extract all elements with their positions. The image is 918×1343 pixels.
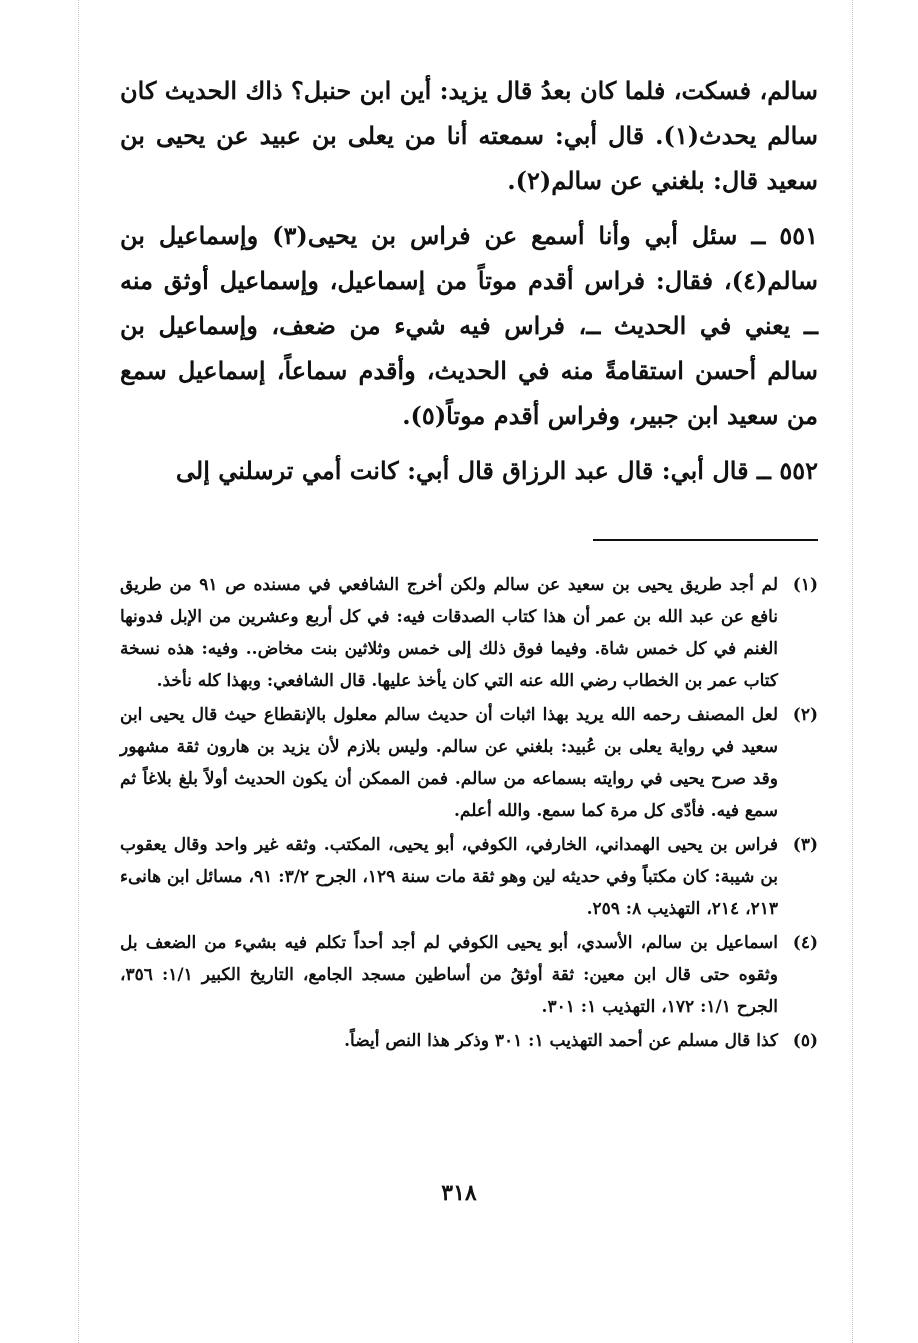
- paragraph-1: سالم، فسكت، فلما كان بعدُ قال يزيد: أين ابن حنبل؟ ذاك الحديث كان سالم يحدث(١). قال أبي: سمعته أنا من يعلى بن عبيد عن يحيى بن سعيد قال: بلغني عن سالم(٢).: [120, 76, 819, 195]
- footnote-divider: [593, 539, 818, 541]
- paragraph-552: ٥٥٢ ــ قال أبي: قال عبد الرزاق قال أبي: كانت أمي ترسلني إلى: [175, 456, 818, 485]
- entry-number: ٥٥٢: [779, 456, 818, 485]
- footnote-4: (٤) اسماعيل بن سالم، الأسدي، أبو يحيى الكوفي لم أجد أحداً تكلم فيه بشيء من الضعف بل وثقوه حتى قال ابن معين: ثقة أوثقُ من أساطين مسجد الجامع، التاريخ الكبير ١/١: ٣٥٦، الجرح ١/١: ١٧٢، التهذيب ١: ٣٠١.: [120, 933, 818, 1017]
- footnote-3: (٣) فراس بن يحيى الهمداني، الخارفي، الكوفي، أبو يحيى، المكتب. وثقه غير واحد وقال يعقوب بن شيبة: كان مكتباً وفي حديثه لين وهو ثقة مات سنة ١٢٩، الجرح ٣/٢: ٩١، مسائل ابن هانىء ٢١٣، ٢١٤، التهذيب ٨: ٢٥٩.: [120, 835, 818, 919]
- footnote-5: (٥) كذا قال مسلم عن أحمد التهذيب ١: ٣٠١ وذكر هذا النص أيضاً.: [344, 1031, 818, 1051]
- footnotes: [120, 569, 818, 1057]
- entry-number: ٥٥١: [779, 221, 819, 250]
- document-page: [120, 68, 818, 1059]
- page-number: ٣١٨: [441, 1180, 477, 1206]
- right-guide-line: [852, 0, 853, 1343]
- paragraph-551: ٥٥١ ــ سئل أبي وأنا أسمع عن فراس بن يحيى(٣) وإسماعيل بن سالم(٤)، فقال: فراس أقدم موتاً من إسماعيل، وإسماعيل أوثق منه ــ يعني في الحديث ــ، فراس فيه شيء من ضعف، وإسماعيل بن سالم أحسن استقامةً منه في الحديث، وأقدم سماعاً، إسماعيل سمع من سعيد ابن جبير، وفراس أقدم موتاً(٥).: [120, 221, 819, 430]
- left-guide-line: [78, 0, 79, 1343]
- main-text: [120, 68, 818, 493]
- footnote-1: (١) لم أجد طريق يحيى بن سعيد عن سالم ولكن أخرج الشافعي في مسنده ص ٩١ من طريق نافع عن عبد الله بن عمر أن هذا كتاب الصدقات فيه: في كل أربع وعشرين من الإبل فدونها الغنم في كل خمس شاة. وفيما فوق ذلك إلى خمس وثلاثين بنت مخاض.. وفيه: هذه نسخة كتاب عمر بن الخطاب رضي الله عنه التي كان يأخذ عليها. قال الشافعي: وبهذا كله نأخذ.: [120, 575, 818, 691]
- footnote-2: (٢) لعل المصنف رحمه الله يريد بهذا اثبات أن حديث سالم معلول بالإنقطاع حيث قال يحيى ابن سعيد في رواية يعلى بن عُبيد: بلغني عن سالم. وليس بلازم لأن يزيد بن هارون ثقة مشهور وقد صرح يحيى في روايته بسماعه من سالم. فمن الممكن أن يكون الحديث أولاً بلغ بلاغاً ثم سمع فيه. فأدّى كل مرة كما سمع. والله أعلم.: [120, 705, 818, 821]
